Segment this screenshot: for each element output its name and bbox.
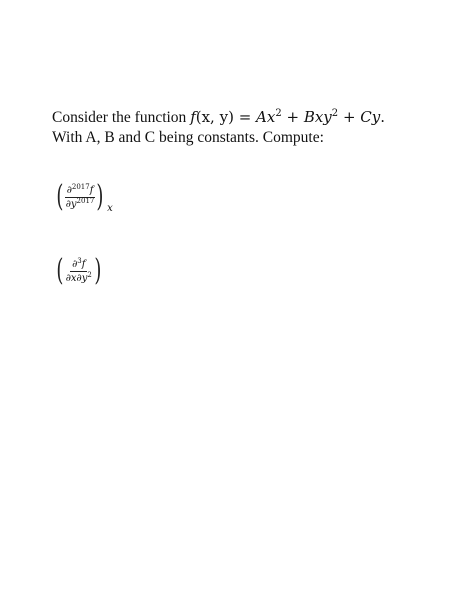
term-3: Cy: [360, 108, 381, 126]
right-paren: ): [96, 179, 104, 214]
function-definition: [190, 108, 385, 126]
term-2: Bxy: [303, 108, 332, 126]
fraction: [64, 256, 94, 284]
fraction: [64, 182, 97, 210]
denominator: $\partial x\partial y^2$: [65, 270, 92, 284]
numerator: ∂$^3$f: [72, 256, 86, 270]
function-args: (x, y): [195, 108, 234, 126]
numerator: ∂$^{2017}$f: [66, 182, 94, 196]
held-constant-subscript: x: [107, 203, 113, 214]
intro-text: Consider the function: [52, 109, 191, 126]
left-paren: (: [56, 253, 64, 288]
plus-sign-2: +: [338, 108, 361, 126]
denominator: $\partial y^{2017}$: [65, 196, 95, 210]
equals-sign: =: [233, 108, 257, 126]
expression-2: [54, 253, 104, 288]
term-1: Ax: [256, 108, 276, 126]
term-1-exponent: 2: [275, 108, 282, 119]
plus-sign-1: +: [281, 108, 304, 126]
problem-statement-line-1: [52, 107, 385, 128]
problem-statement-line-2: With A, B and C being constants. Compute:: [52, 129, 324, 146]
term-2-exponent: 2: [331, 108, 339, 119]
period: .: [380, 108, 386, 126]
right-paren: ): [94, 253, 102, 288]
left-paren: (: [56, 179, 64, 214]
expression-1: [54, 179, 113, 214]
function-name: f: [190, 108, 196, 126]
